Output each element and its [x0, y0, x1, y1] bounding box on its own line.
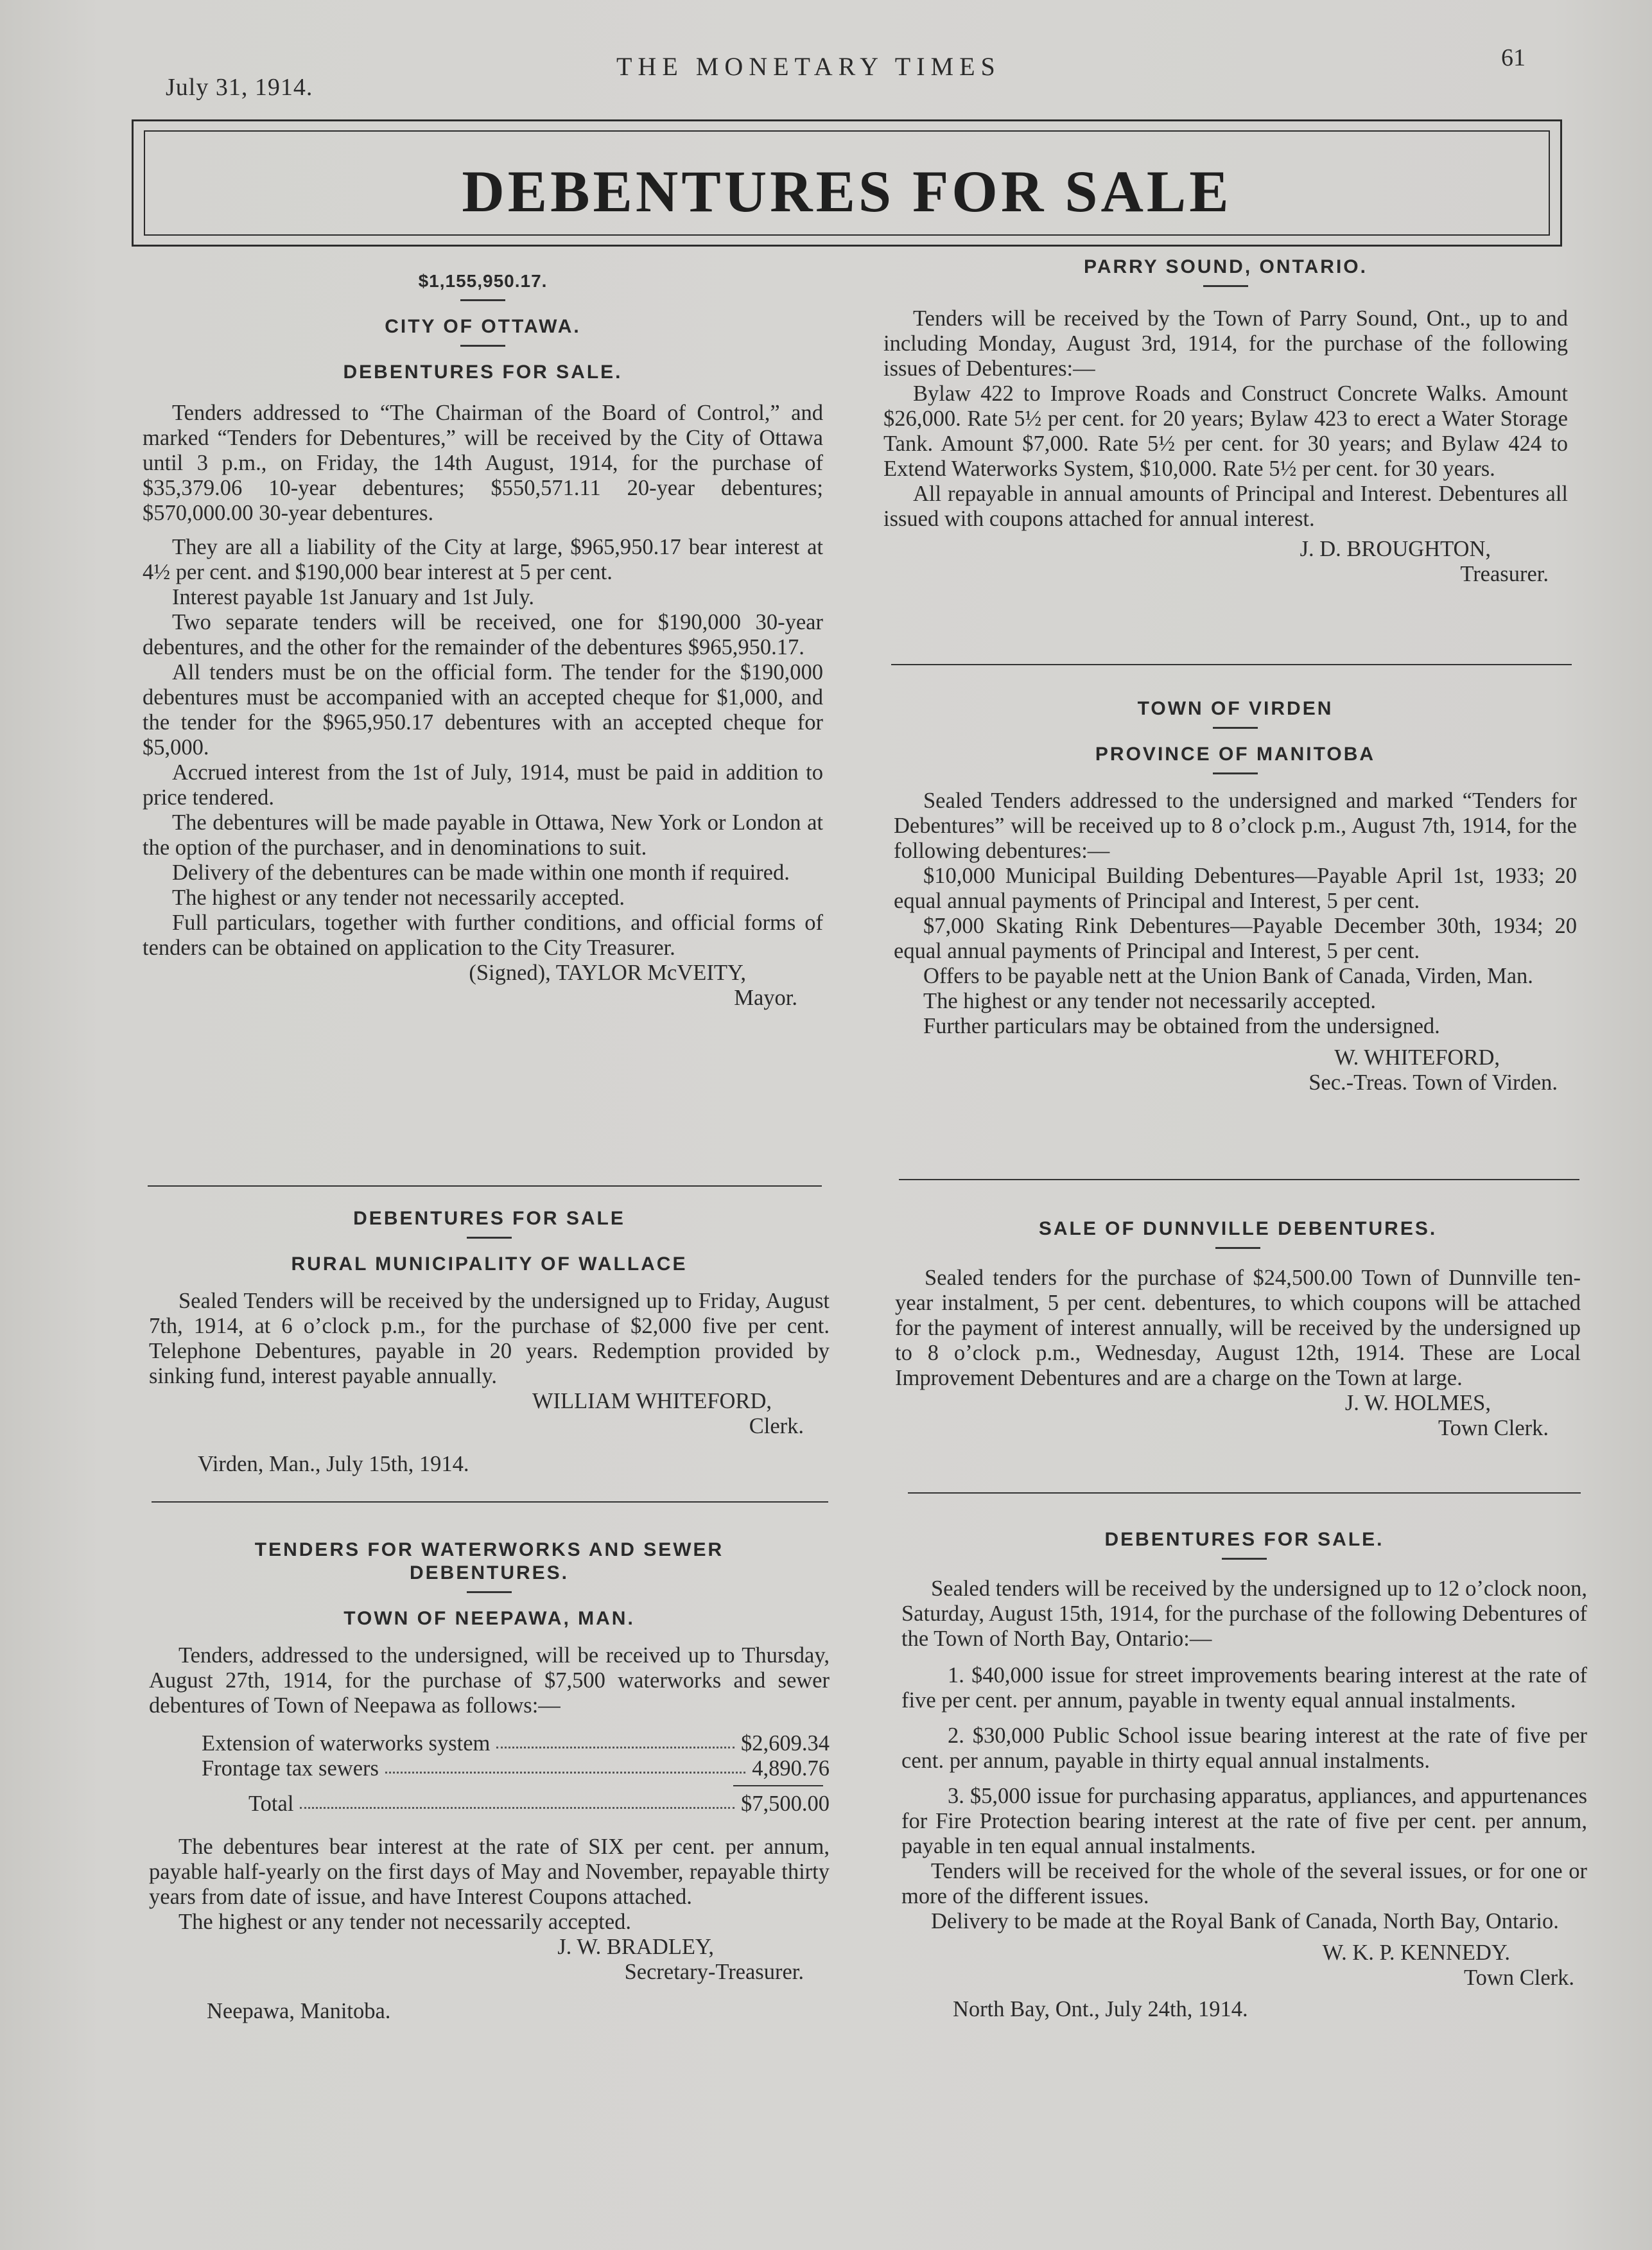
ottawa-paragraph: Accrued interest from the 1st of July, 1914, must be paid in addition to price tendered. — [143, 760, 823, 810]
neepawa-signature: J. W. BRADLEY, — [557, 1935, 714, 1959]
neepawa-item-amount: $2,609.34 — [741, 1731, 830, 1756]
neepawa-item-amount: 4,890.76 — [752, 1756, 830, 1781]
dunnville-paragraph: Sealed tenders for the purchase of $24,500.00 Town of Dunnville ten-year instalment, 5 per cent. debentures, to which coupons will be attached for the payment of interest annually, will be received by the undersigned up to 8 o’clock p.m., Wednesday, August 12th, 1914. These are Local Improvement Debentures and are a charge on the Town at large. — [895, 1266, 1581, 1390]
dot-leader — [385, 1756, 745, 1774]
neepawa-total-row — [149, 1792, 830, 1817]
virden-signer-title: Sec.-Treas. Town of Virden. — [1309, 1070, 1558, 1095]
virden-heading: TOWN OF VIRDEN — [1137, 698, 1334, 719]
north-bay-signer-title: Town Clerk. — [1464, 1966, 1574, 1990]
dunnville-notice — [895, 1217, 1581, 1441]
short-rule — [1222, 1558, 1267, 1560]
ottawa-signer-title: Mayor. — [734, 986, 797, 1010]
ottawa-signature: (Signed), TAYLOR McVEITY, — [469, 961, 746, 985]
short-rule — [460, 345, 505, 347]
wallace-municipality: RURAL MUNICIPALITY OF WALLACE — [291, 1253, 688, 1275]
short-rule — [1215, 1247, 1260, 1249]
virden-paragraph: $7,000 Skating Rink Debentures—Payable December 30th, 1934; 20 equal annual payments of Principal and Interest, 5 per cent. — [894, 914, 1577, 963]
neepawa-item-row — [149, 1731, 830, 1756]
parry-sound-heading: PARRY SOUND, ONTARIO. — [1084, 256, 1368, 277]
neepawa-total-label: Total — [248, 1792, 294, 1816]
neepawa-heading: TENDERS FOR WATERWORKS AND SEWER DEBENTURES. — [254, 1539, 724, 1583]
ottawa-paragraph: Full particulars, together with further conditions, and official forms of tenders can be obtained on application to the City Treasurer. — [143, 911, 823, 960]
neepawa-item-label: Frontage tax sewers — [202, 1756, 379, 1781]
neepawa-dateline: Neepawa, Manitoba. — [207, 1999, 391, 2023]
parry-sound-paragraph: All repayable in annual amounts of Principal and Interest. Debentures all issued with coupons attached for annual interest. — [883, 482, 1568, 531]
wallace-heading: DEBENTURES FOR SALE — [353, 1208, 625, 1229]
ottawa-paragraph: Delivery of the debentures can be made within one month if required. — [172, 860, 790, 885]
north-bay-item: 3. $5,000 issue for purchasing apparatus, appliances, and appurtenances for Fire Protection bearing interest at the rate of five per cent. per annum, payable in ten equal annual instalments. — [901, 1784, 1587, 1858]
wallace-signature: WILLIAM WHITEFORD, — [532, 1389, 772, 1413]
short-rule — [1203, 285, 1248, 287]
ottawa-paragraph: The debentures will be made payable in Ottawa, New York or London at the option of the purchaser, and in denominations to suit. — [143, 810, 823, 860]
dot-leader — [496, 1731, 735, 1749]
virden-paragraph: Further particulars may be obtained from the undersigned. — [923, 1014, 1440, 1038]
short-rule — [1213, 727, 1258, 729]
north-bay-dateline: North Bay, Ont., July 24th, 1914. — [953, 1997, 1248, 2021]
total-rule — [733, 1785, 823, 1786]
parry-sound-notice — [883, 256, 1568, 587]
north-bay-paragraph: Tenders will be received for the whole of the several issues, or for one or more of the different issues. — [901, 1859, 1587, 1908]
short-rule — [467, 1591, 512, 1593]
north-bay-signature: W. K. P. KENNEDY. — [1322, 1940, 1510, 1965]
short-rule — [467, 1237, 512, 1239]
dot-leader — [300, 1792, 735, 1809]
ottawa-paragraph: Interest payable 1st January and 1st July. — [172, 585, 534, 609]
dunnville-heading: SALE OF DUNNVILLE DEBENTURES. — [1038, 1218, 1438, 1239]
ottawa-paragraph: They are all a liability of the City at large, $965,950.17 bear interest at 4½ per cent. and $190,000 bear interest at 5 per cent. — [143, 535, 823, 584]
banner-frame — [132, 119, 1562, 247]
banner-inner-frame — [144, 130, 1550, 236]
ottawa-notice — [143, 270, 823, 1011]
parry-sound-signer-title: Treasurer. — [1460, 562, 1549, 586]
ottawa-paragraph: Two separate tenders will be received, one for $190,000 30-year debentures, and the other for the remainder of the debentures $965,950.17. — [143, 610, 823, 659]
neepawa-signer-title: Secretary-Treasurer. — [624, 1960, 804, 1984]
ottawa-paragraph: The highest or any tender not necessarily accepted. — [172, 885, 625, 910]
wallace-dateline: Virden, Man., July 15th, 1914. — [198, 1452, 469, 1476]
north-bay-intro: Sealed tenders will be received by the undersigned up to 12 o’clock noon, Saturday, August 15th, 1914, for the purchase of the following Debentures of the Town of North Bay, Ontario:— — [901, 1576, 1587, 1651]
virden-paragraph: The highest or any tender not necessarily accepted. — [923, 989, 1377, 1013]
neepawa-item-label: Extension of waterworks system — [202, 1731, 491, 1756]
virden-paragraph: $10,000 Municipal Building Debentures—Payable April 1st, 1933; 20 equal annual payments of Principal and Interest, 5 per cent. — [894, 864, 1577, 913]
north-bay-heading: DEBENTURES FOR SALE. — [1104, 1529, 1384, 1550]
wallace-notice — [149, 1207, 830, 1477]
page-number: 61 — [1501, 44, 1526, 71]
virden-paragraph: Offers to be payable nett at the Union Bank of Canada, Virden, Man. — [923, 964, 1533, 988]
north-bay-paragraph: Delivery to be made at the Royal Bank of Canada, North Bay, Ontario. — [931, 1909, 1559, 1933]
section-divider — [899, 1179, 1579, 1180]
dunnville-signer-title: Town Clerk. — [1438, 1416, 1549, 1440]
virden-paragraph: Sealed Tenders addressed to the undersigned and marked “Tenders for Debentures” will be received up to 8 o’clock p.m., August 7th, 1914, for the following debentures:— — [894, 789, 1577, 863]
neepawa-paragraph: The highest or any tender not necessarily accepted. — [178, 1910, 632, 1934]
north-bay-item: 1. $40,000 issue for street improvements bearing interest at the rate of five per cent. per annum, payable in twenty equal annual instalments. — [901, 1663, 1587, 1713]
ottawa-paragraph: Tenders addressed to “The Chairman of the Board of Control,” and marked “Tenders for Debentures,” will be received by the City of Ottawa until 3 p.m., on Friday, the 14th August, 1914, for the purchase of $35,379.06 10-year debentures; $550,571.11 20-year debentures; $570,000.00 30-year debentures. — [143, 401, 823, 525]
north-bay-notice — [901, 1528, 1587, 2022]
neepawa-total-amount: $7,500.00 — [741, 1792, 830, 1816]
issue-date: July 31, 1914. — [166, 74, 313, 101]
neepawa-town: TOWN OF NEEPAWA, MAN. — [343, 1608, 635, 1629]
north-bay-item: 2. $30,000 Public School issue bearing interest at the rate of five per cent. per annum, payable in thirty equal annual instalments. — [901, 1723, 1587, 1773]
parry-sound-paragraph: Bylaw 422 to Improve Roads and Construct Concrete Walks. Amount $26,000. Rate 5½ per cent. for 20 years; Bylaw 423 to erect a Water Storage Tank. Amount $7,000. Rate 5½ per cent. for 30 years; and Bylaw 424 to Extend Waterworks System, $10,000. Rate 5½ per cent. for 30 years. — [883, 381, 1568, 481]
section-divider — [908, 1492, 1581, 1494]
neepawa-notice — [149, 1539, 830, 2024]
neepawa-paragraph: The debentures bear interest at the rate of SIX per cent. per annum, payable half-yearly on the first days of May and November, repayable thirty years from date of issue, and have Interest Coupons attached. — [149, 1835, 830, 1909]
section-divider — [148, 1185, 822, 1187]
wallace-paragraph: Sealed Tenders will be received by the undersigned up to Friday, August 7th, 1914, at 6 o’clock p.m., for the purchase of $2,000 five per cent. Telephone Debentures, payable in 20 years. Redemption provided by sinking fund, interest payable annually. — [149, 1289, 830, 1388]
publication-title: THE MONETARY TIMES — [616, 52, 1001, 81]
short-rule — [460, 299, 505, 301]
ottawa-heading-sale: DEBENTURES FOR SALE. — [343, 362, 623, 383]
dunnville-signature: J. W. HOLMES, — [1344, 1391, 1491, 1415]
section-divider — [891, 664, 1572, 665]
wallace-signer-title: Clerk. — [749, 1414, 804, 1438]
ottawa-heading-city: CITY OF OTTAWA. — [385, 316, 581, 337]
short-rule — [1213, 772, 1258, 774]
parry-sound-paragraph: Tenders will be received by the Town of Parry Sound, Ont., up to and including Monday, August 3rd, 1914, for the purchase of the following issues of Debentures:— — [883, 306, 1568, 381]
neepawa-intro: Tenders, addressed to the undersigned, will be received up to Thursday, August 27th, 1914, for the purchase of $7,500 waterworks and sewer debentures of Town of Neepawa as follows:— — [149, 1643, 830, 1718]
ottawa-amount: $1,155,950.17. — [418, 271, 548, 291]
section-divider — [152, 1501, 828, 1503]
parry-sound-signature: J. D. BROUGHTON, — [1300, 537, 1491, 561]
ottawa-paragraph: All tenders must be on the official form. The tender for the $190,000 debentures must be accompanied with an accepted cheque for $1,000, and the tender for the $965,950.17 debentures with an accepted cheque for $5,000. — [143, 660, 823, 760]
virden-province: PROVINCE OF MANITOBA — [1095, 744, 1376, 765]
banner-title: DEBENTURES FOR SALE — [462, 159, 1232, 224]
virden-notice — [894, 697, 1577, 1095]
virden-signature: W. WHITEFORD, — [1334, 1045, 1500, 1070]
neepawa-item-row — [149, 1756, 830, 1781]
